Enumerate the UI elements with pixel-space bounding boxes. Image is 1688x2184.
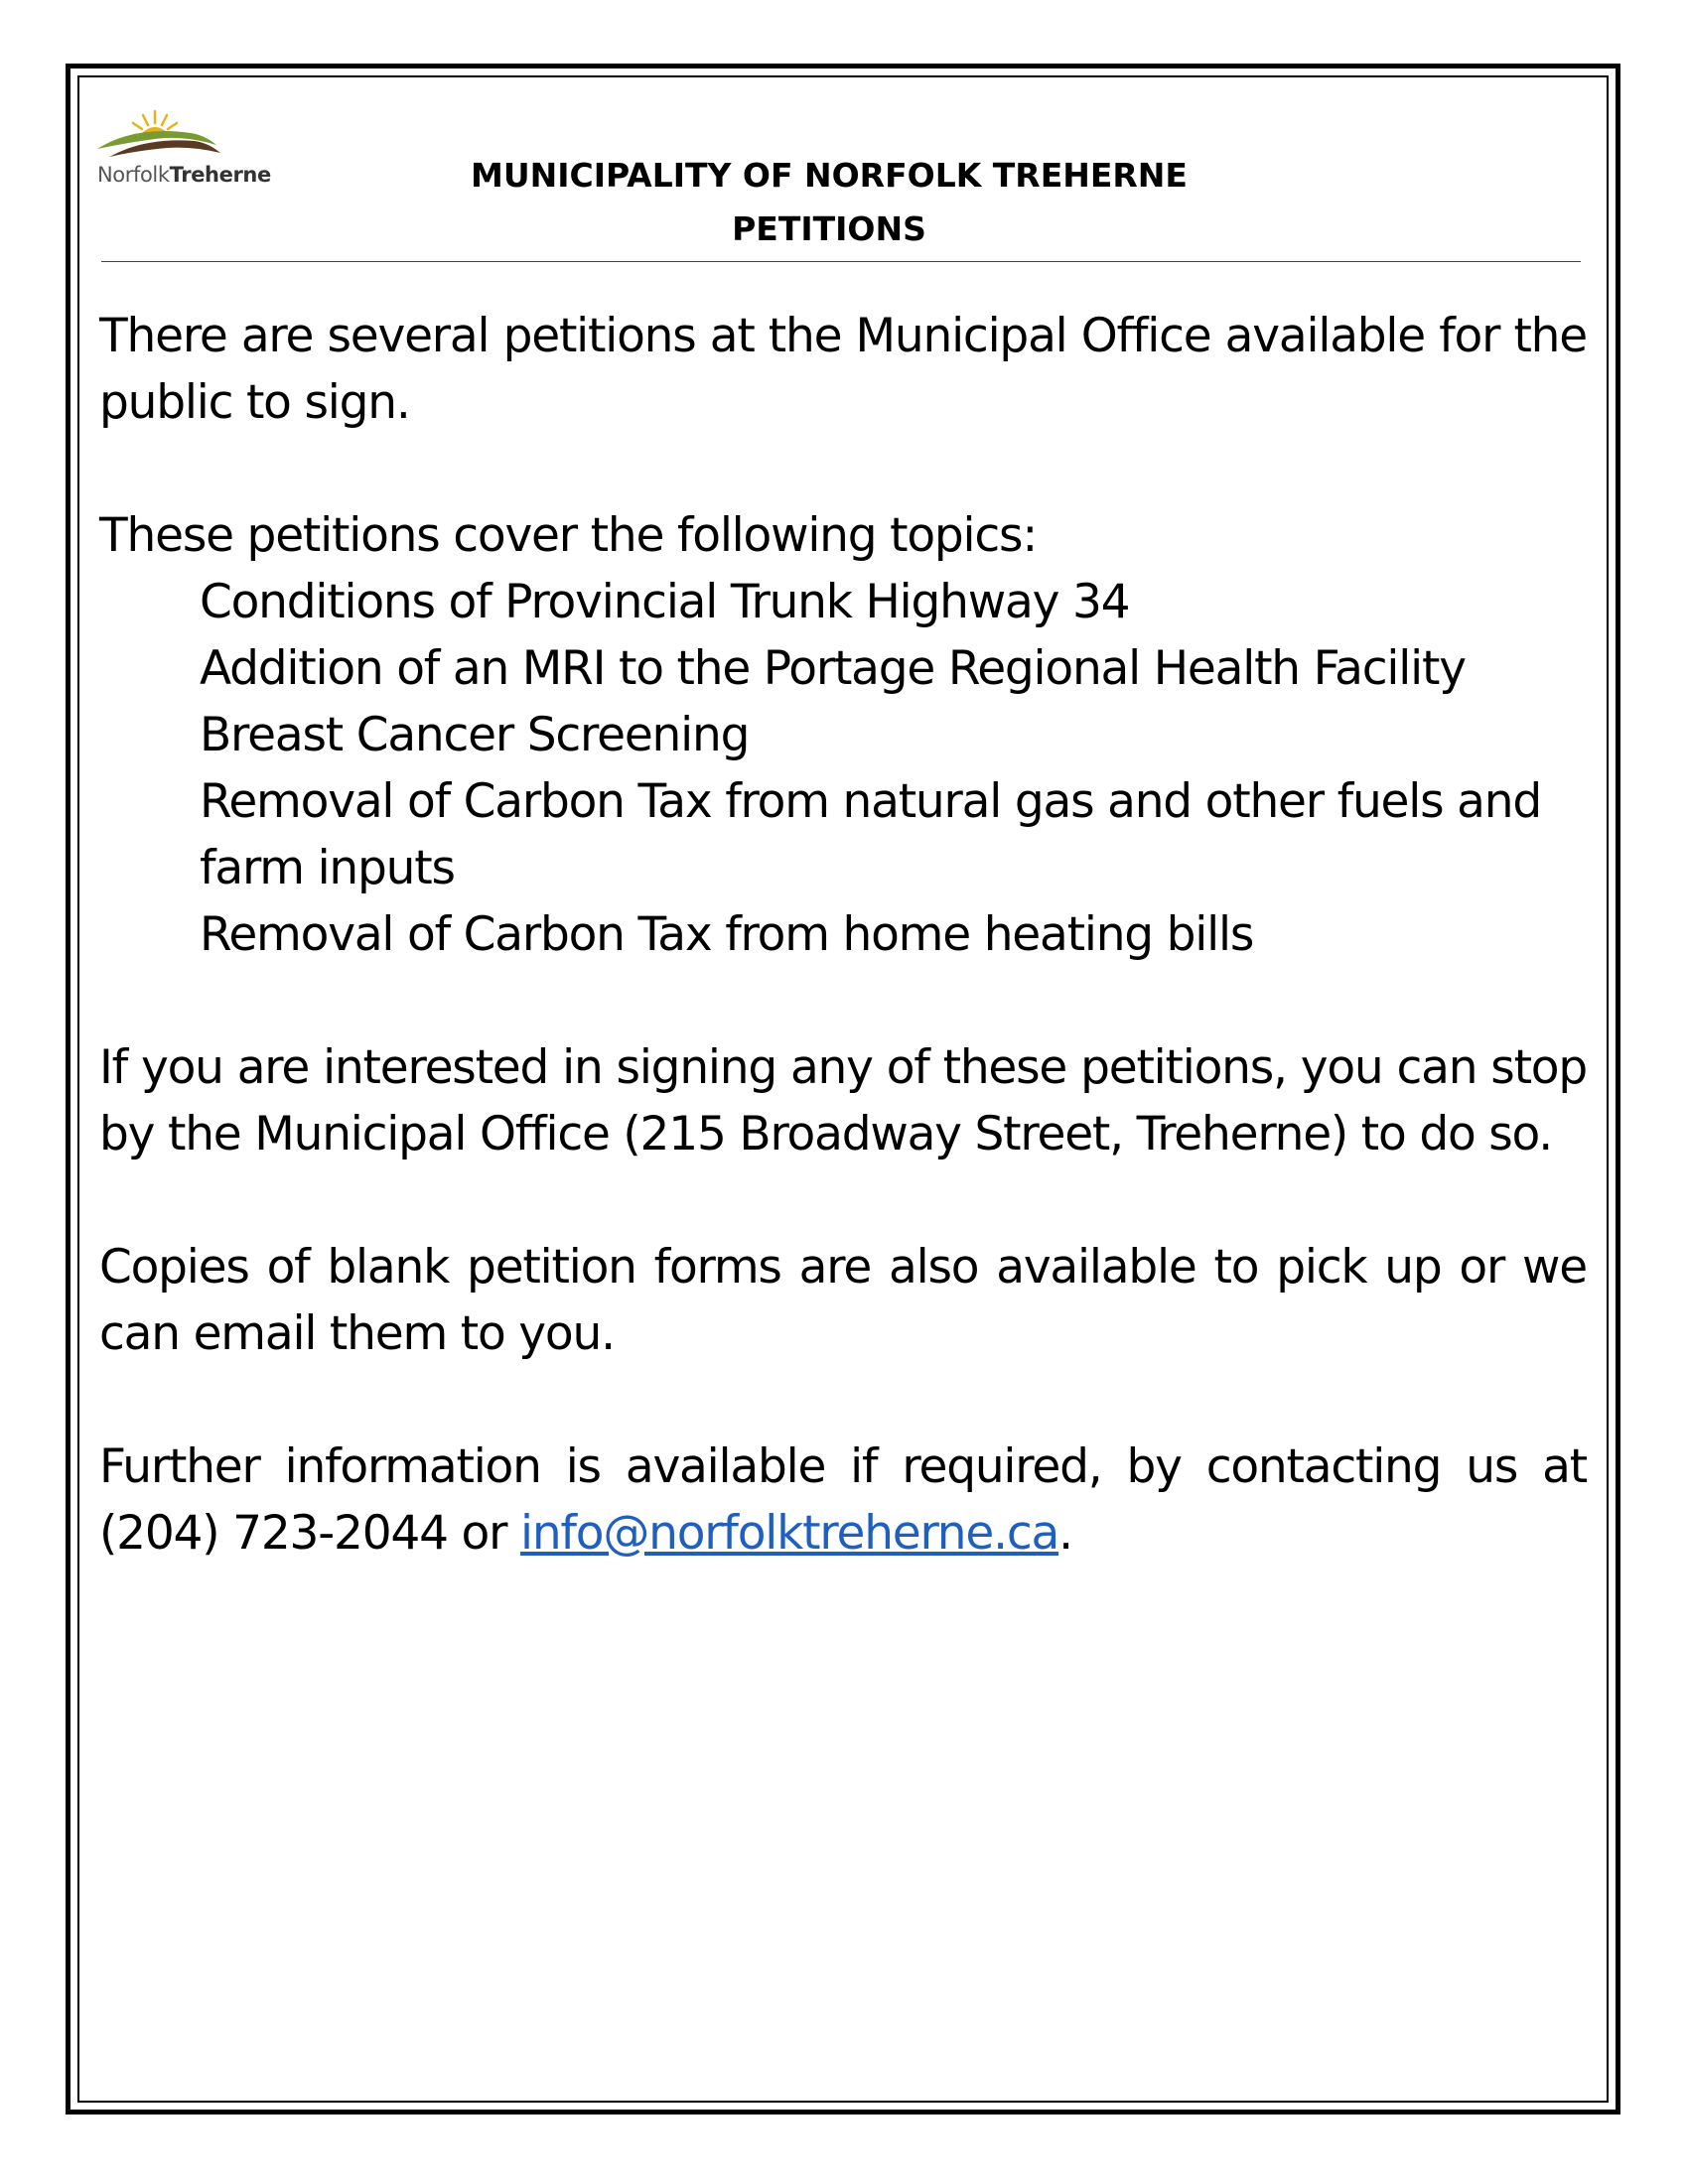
contact-paragraph — [99, 1433, 1587, 1567]
list-item: Addition of an MRI to the Portage Regional Health Facility — [200, 641, 1466, 696]
page-title: MUNICIPALITY OF NORFOLK TREHERNE — [471, 156, 1188, 195]
page-subtitle: PETITIONS — [732, 209, 926, 248]
email-link[interactable]: info@norfolktreherne.ca — [519, 1506, 1059, 1561]
list-item: Removal of Carbon Tax from home heating bills — [200, 907, 1254, 962]
document-header — [278, 149, 1380, 256]
header-divider — [101, 261, 1581, 262]
signing-paragraph: If you are interested in signing any of these petitions, you can stop by the Municipal Office (215 Broadway Street, Treherne) to do so. — [99, 1040, 1587, 1161]
topics-heading: These petitions cover the following topics: — [99, 508, 1037, 563]
contact-period: . — [1058, 1506, 1072, 1561]
municipality-logo — [95, 107, 274, 193]
logo-wordmark-treherne: Treherne — [169, 163, 271, 187]
intro-paragraph: There are several petitions at the Municipal Office available for the public to sign. — [99, 309, 1587, 430]
copies-paragraph: Copies of blank petition forms are also available to pick up or we can email them to you. — [99, 1240, 1587, 1361]
topics-list — [99, 569, 1587, 968]
list-item: Removal of Carbon Tax from natural gas and other fuels and farm inputs — [200, 774, 1541, 895]
logo-wordmark-norfolk: Norfolk — [97, 163, 170, 187]
logo-emblem-icon — [95, 107, 224, 163]
document-body — [99, 303, 1587, 1633]
logo-wordmark — [97, 163, 271, 187]
contact-text: Further information is available if required, by contacting us at (204) 723-2044 or — [99, 1439, 1587, 1561]
topics-section — [99, 502, 1587, 968]
list-item: Breast Cancer Screening — [200, 708, 750, 762]
list-item: Conditions of Provincial Trunk Highway 34 — [200, 575, 1130, 629]
